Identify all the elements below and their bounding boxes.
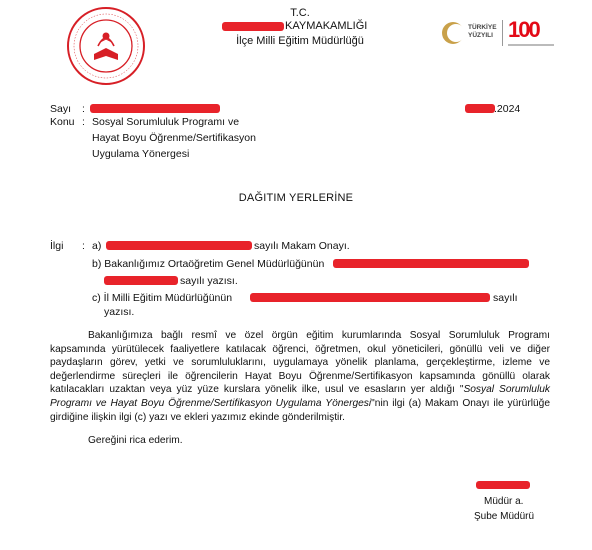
redacted-date xyxy=(465,104,495,113)
signature-line1: Müdür a. xyxy=(484,496,524,507)
crescent-icon xyxy=(440,20,466,46)
redacted-signer-name xyxy=(476,481,530,489)
konu-line1: Sosyal Sorumluluk Programı ve xyxy=(92,116,240,128)
body-italic-title: Sosyal Sorumluluk Programı ve Hayat Boyu Öğrenme/Sertifikasyon Uygulama Yönergesi xyxy=(50,384,550,409)
redacted-ilgi-a xyxy=(106,241,252,250)
body-paragraph xyxy=(50,329,550,424)
ilgi-b-prefix: b) Bakanlığımız Ortaöğretim Genel Müdürlüğünün xyxy=(92,258,325,270)
redacted-document-number xyxy=(90,104,220,113)
ministry-seal-icon xyxy=(66,6,146,86)
logo-100: 100 xyxy=(508,17,539,42)
header-mudurluk: İlçe Milli Eğitim Müdürlüğü xyxy=(236,35,364,47)
logo-text-yuzyili: YÜZYILI xyxy=(468,32,493,39)
ilgi-a-suffix: sayılı Makam Onayı. xyxy=(254,240,350,252)
redacted-district-name xyxy=(222,22,284,31)
sayi-label: Sayı xyxy=(50,103,72,115)
header-tc: T.C. xyxy=(290,7,310,19)
document-date-year: .2024 xyxy=(494,103,521,115)
redacted-ilgi-b xyxy=(333,259,529,268)
sayi-colon: : xyxy=(82,103,85,115)
logo-divider xyxy=(502,20,503,46)
redacted-ilgi-b-cont xyxy=(104,276,178,285)
header-kaymakamligi: KAYMAKAMLIĞI xyxy=(285,20,368,32)
turkiye-yuzyili-logo xyxy=(440,16,570,56)
body-part1: Bakanlığımıza bağlı resmî ve özel örgün eğitim kurumlarında Sosyal Sorumluluk Programı kapsamında yürütülecek faaliyetlere katılacak öğrenci, öğretmen, okul yöneticileri, gönüllü veli ve diğer paydaşların görev, yetki ve sorumluluklarını, uygulamaya yönelik planlama, gerçekleştirme, izleme ve değerlendirme süreçleri ile öğrencilerin Hayat Boyu Öğrenme/Sertifikasyon kapsamında gönüllü olarak katılacakları uzaktan veya yüz yüze kurslara yönelik ilke, usul ve esasların yer aldığı " xyxy=(50,330,550,396)
konu-line2: Hayat Boyu Öğrenme/Sertifikasyon xyxy=(92,132,256,144)
signature-line2: Şube Müdürü xyxy=(474,511,535,522)
konu-line3: Uygulama Yönergesi xyxy=(92,148,190,160)
document-title: DAĞITIM YERLERİNE xyxy=(238,192,354,204)
konu-label: Konu xyxy=(50,116,75,128)
ilgi-c-suffix: sayılı xyxy=(493,292,518,304)
redacted-ilgi-c xyxy=(250,293,490,302)
konu-colon: : xyxy=(82,116,85,128)
ilgi-colon: : xyxy=(82,240,85,252)
ilgi-label: İlgi xyxy=(50,240,64,252)
ilgi-c-prefix: c) İl Milli Eğitim Müdürlüğünün xyxy=(92,292,233,304)
body-part2: "nin ilgi (a) Makam Onayı ile yürürlüğe girdiğine ilişkin ilgi (c) yazı ve ekleri yazımız ekinde gönderilmiştir. xyxy=(50,397,551,423)
ilgi-b-suffix: sayılı yazısı. xyxy=(180,275,238,287)
body-closing: Gereğini rica ederim. xyxy=(88,435,183,446)
logo-underline xyxy=(508,44,554,46)
ilgi-a-prefix: a) xyxy=(92,240,102,252)
logo-text-turkiye: TÜRKİYE xyxy=(468,24,497,31)
ilgi-c-line2: yazısı. xyxy=(104,306,135,318)
